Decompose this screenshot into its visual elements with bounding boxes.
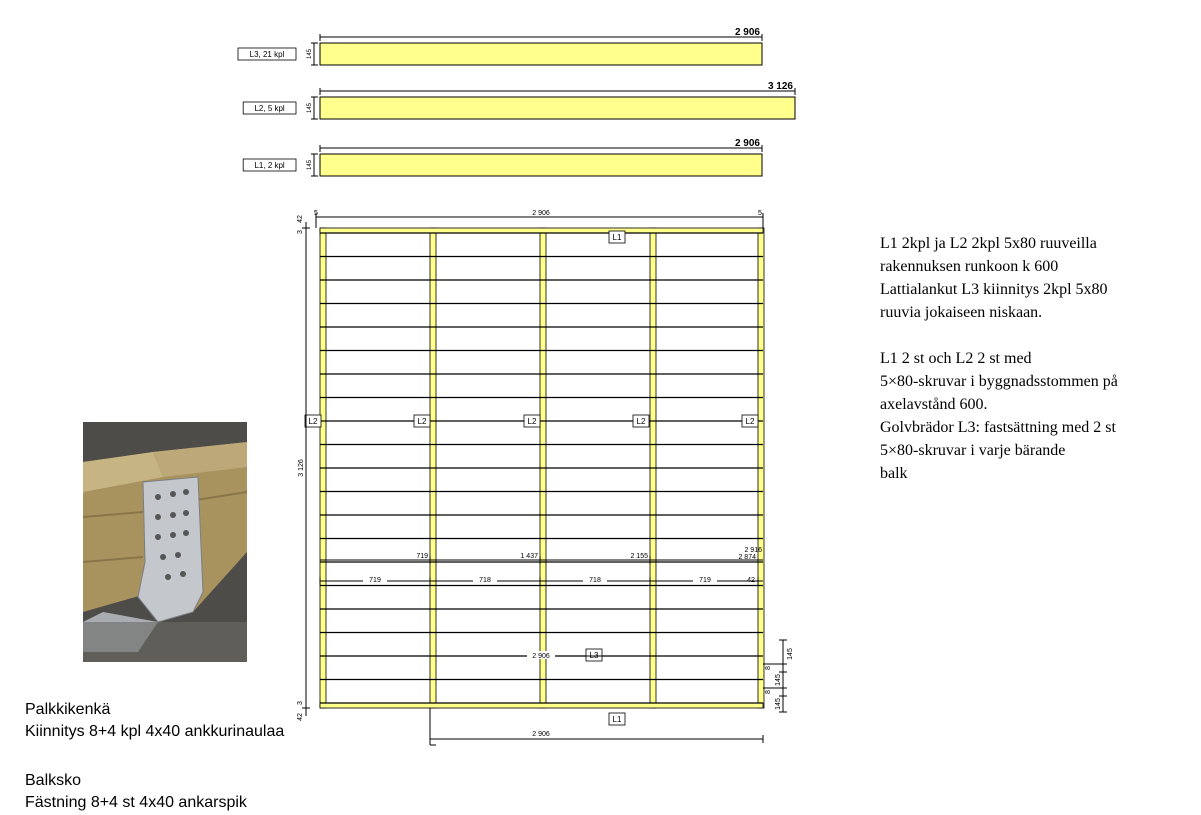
board-3 [238, 27, 762, 65]
bottom-gap: 3 [297, 701, 304, 705]
cumulative-5: 2 874 [738, 554, 756, 561]
spacing-3: 718 [589, 577, 601, 584]
right-dim-4: 8 [765, 690, 772, 694]
cumulative-1: 719 [416, 553, 428, 560]
tag-bottom-rim [609, 713, 625, 725]
board-label: L3, 21 kpl [249, 50, 285, 59]
rim-board-top [320, 228, 763, 233]
spacing-4: 719 [699, 577, 711, 584]
caption-swedish-text: Fästning 8+4 st 4x40 ankarspik [25, 794, 247, 811]
tag-text: L2 [417, 417, 427, 426]
tag-text: L2 [636, 417, 646, 426]
right-dim-5: 145 [775, 698, 782, 710]
board-length: 2 906 [734, 27, 760, 38]
board-rect [320, 97, 795, 119]
note-finnish: L1 2kpl ja L2 2kpl 5x80 ruuveilla rakennuksen runkoon k 600 Lattialankut L3 kiinnitys 2kpl 5x80 ruuvia jokaiseen niskaan. [880, 235, 1108, 321]
tag-joist-5 [742, 415, 758, 427]
cumulative-2: 1 437 [520, 553, 538, 560]
note-swedish: L1 2 st och L2 2 st med 5×80-skruvar i byggnadsstommen på axelavstånd 600. Golvbrädor L3: fastsättning med 2 st 5×80-skruvar i varje bärande balk [880, 350, 1118, 482]
end-offset: 42 [747, 577, 755, 584]
tag-text: L2 [527, 417, 537, 426]
top-left-offset: 5 [314, 210, 318, 217]
right-dim-2: 8 [765, 666, 772, 670]
caption-finnish-title: Palkkikenkä [25, 701, 111, 718]
tag-text: L2 [308, 417, 318, 426]
tag-joist-1 [305, 415, 321, 427]
cumulative-4: 2 916 [744, 547, 762, 554]
bottom-width: 2 906 [532, 731, 550, 738]
board-rect [320, 43, 762, 65]
top-right-offset: 5 [758, 210, 762, 217]
spacing-2: 718 [479, 577, 491, 584]
tag-joist-2 [414, 415, 430, 427]
board-elevations [238, 27, 795, 176]
board-length: 2 906 [734, 138, 760, 149]
board-height: 145 [307, 48, 313, 60]
tag-floor-plank [586, 649, 602, 661]
tag-top-rim [609, 231, 625, 243]
board-label: L1, 2 kpl [254, 161, 285, 170]
bottom-thickness: 42 [297, 713, 304, 721]
cumulative-3: 2 155 [630, 553, 648, 560]
joist-hanger-photo [83, 422, 247, 662]
right-dim-3: 145 [775, 674, 782, 686]
board-rect [320, 154, 762, 176]
board-length: 3 126 [767, 81, 793, 92]
tag-text: L3 [589, 651, 599, 660]
inner-width: 2 906 [532, 653, 550, 660]
spacing-1: 719 [369, 577, 381, 584]
board-label: L2, 5 kpl [254, 104, 285, 113]
board-1 [243, 138, 762, 176]
board-height: 145 [307, 102, 313, 114]
top-gap: 3 [297, 230, 304, 234]
top-width: 2 906 [532, 210, 550, 217]
tag-joist-3 [524, 415, 540, 427]
plan-height: 3 126 [298, 459, 305, 477]
floor-plan [297, 210, 794, 745]
top-thickness: 42 [297, 215, 304, 223]
tag-text: L1 [612, 233, 622, 242]
caption-finnish-text: Kiinnitys 8+4 kpl 4x40 ankkurinaulaa [25, 723, 285, 740]
board-2 [243, 81, 795, 119]
rim-board-bottom [320, 703, 763, 708]
tag-text: L2 [745, 417, 755, 426]
caption-swedish-title: Balksko [25, 772, 82, 789]
board-height: 145 [307, 159, 313, 171]
tag-text: L1 [612, 715, 622, 724]
right-dim-1: 145 [787, 648, 794, 660]
floor-planks [320, 233, 763, 703]
tag-joist-4 [633, 415, 649, 427]
